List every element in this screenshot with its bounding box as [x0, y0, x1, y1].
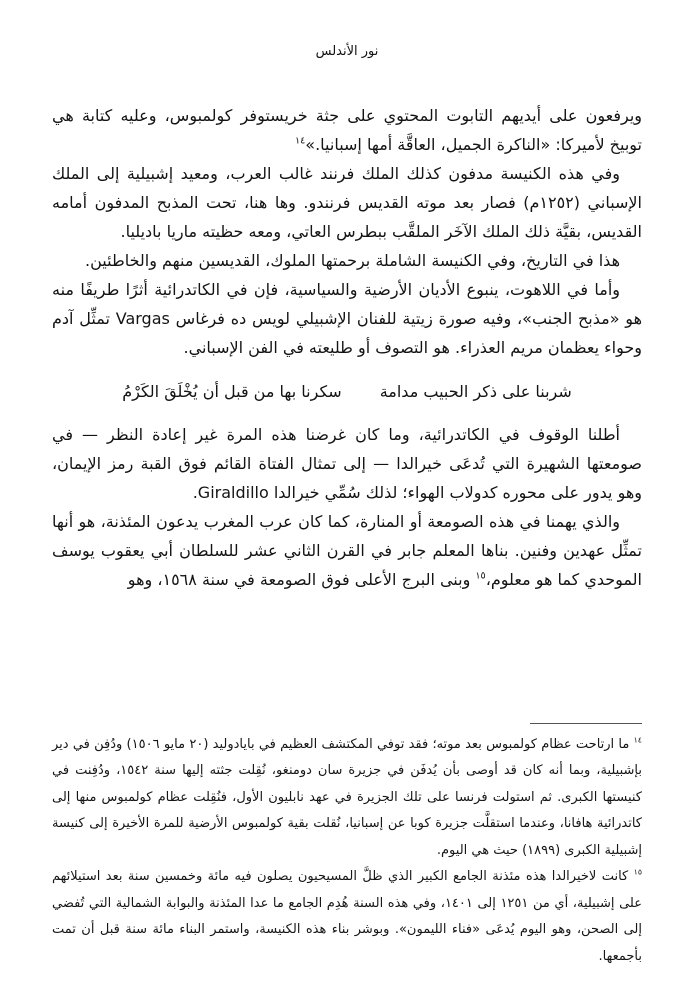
paragraph-king-ferdinand — [52, 159, 642, 246]
paragraph-minaret-eras — [52, 507, 642, 594]
footnotes-section — [52, 723, 642, 971]
paragraph-text: وأما في اللاهوت، ينبوع الأديان الأرضية والسياسية، فإن في الكاتدرائية أثرًا طريفًا منه هو «مذبح الجنب»، وفيه صورة زيتية للفنان الإشبيلي لويس ده فرغاس Vargas تمثِّل آدم وحواء يعظمان مريم العذراء. هو التصوف أو طليعته في الفن الإسباني. — [52, 280, 643, 357]
paragraph-giralda-statue — [52, 420, 642, 507]
paragraph-history-church — [52, 246, 642, 275]
paragraph-columbus-coffin — [52, 101, 642, 159]
running-header: نور الأندلس — [315, 44, 379, 59]
paragraph-text: وبنى البرج الأعلى فوق الصومعة في سنة ١٥٦٨، وهو — [127, 570, 476, 589]
paragraph-text: أطلنا الوقوف في الكاتدرائية، وما كان غرضنا هذه المرة غير إعادة النظر — في صومعتها الشهيرة التي تُدعَى خيرالدا — إلى تمثال الفتاة القائم فوق القبة رمز الإيمان، وهو يدور على محوره كدولاب الهواء؛ لذلك سُمِّي خيرالدا Giraldillo. — [52, 425, 642, 502]
verse-hemistich-first: شربنا على ذكر الحبيب مدامة — [379, 382, 572, 401]
footnote-ref-14: ١٤ — [294, 135, 306, 147]
footnote-marker-15: ١٥ — [633, 867, 643, 877]
footnote-15 — [52, 864, 642, 970]
footnote-separator-rule — [530, 723, 642, 724]
verse-hemistich-second: سكرنا بها من قبل أن يُخْلَقَ الكَرْمُ — [122, 382, 342, 401]
footnote-14 — [52, 732, 642, 865]
paragraph-text: وفي هذه الكنيسة مدفون كذلك الملك فرنند غالب العرب، ومعيد إشبيلية إلى الملك الإسباني (١٢٥٢م) فصار بعد موته القديس فرنندو. وها هنا، تحت المذبح المدفون أمامه القديس، بقيَّة ذلك الملك الآخَر الملقَّب ببطرس العاتي، ومعه حظيته ماريا باديليا. — [52, 164, 643, 241]
poetry-verse — [52, 377, 642, 406]
footnote-marker-14: ١٤ — [633, 735, 642, 745]
footnote-text: ما ارتاحت عظام كولمبوس بعد موته؛ فقد توفي المكتشف العظيم في بايادوليد (٢٠ مايو ١٥٠٦) ودُفِن في دير بإشبيلية، وبما أنه كان قد أوصى بأن يُدفَن في جزيرة سان دومنغو، نُقِلت جثته إليها سنة ١٥٤٢، ودُفِنت في كنيستها الكبرى. ثم استولت فرنسا على تلك الجزيرة في عهد نابليون الأول، فنُقِلت عظام كولمبوس منها إلى كاتدرائية هافانا، وعندما استقلَّت جزيرة كوبا عن إسبانيا، نُقلت بقية كولمبوس الأرضية للمرة الأخيرة إلى كنيسة إشبيلية الكبرى (١٨٩٩) حيث هي اليوم. — [52, 736, 643, 858]
paragraph-theology-altar — [52, 275, 642, 362]
body-text — [52, 101, 642, 594]
paragraph-text: ويرفعون على أيديهم التابوت المحتوي على جثة خريستوفر كولمبوس، وعليه كتابة هي توبيخ لأميركا: «الناكرة الجميل، العاقَّة أمها إسبانيا.» — [52, 106, 642, 154]
paragraph-text: والذي يهمنا في هذه الصومعة أو المنارة، كما كان عرب المغرب يدعون المئذنة، هو أنها تمثِّل عهدين وفنين. بناها المعلم جابر في القرن الثاني عشر للسلطان أبي يعقوب يوسف الموحدي كما هو معلوم، — [52, 512, 642, 589]
paragraph-text: هذا في التاريخ، وفي الكنيسة الشاملة برحمتها الملوك، القديسين منهم والخاطئين. — [85, 251, 620, 270]
footnote-ref-15: ١٥ — [475, 570, 486, 582]
footnote-text: كانت لاخيرالدا هذه مئذنة الجامع الكبير الذي ظلَّ المسيحيون يصلون فيه مائة وخمسين سنة بعد استيلائهم على إشبيلية، أي من ١٢٥١ إلى ١٤٠١، وفي هذه السنة هُدِم الجامع ما عدا المئذنة والبوابة الشمالية التي تُفضي إلى الصحن، وهو اليوم يُدعَى «فناء الليمون». وبوشر بناء هذه الكنيسة، واستمر البناء مائة سنة قبل أن تمت بأجمعها. — [52, 869, 642, 964]
